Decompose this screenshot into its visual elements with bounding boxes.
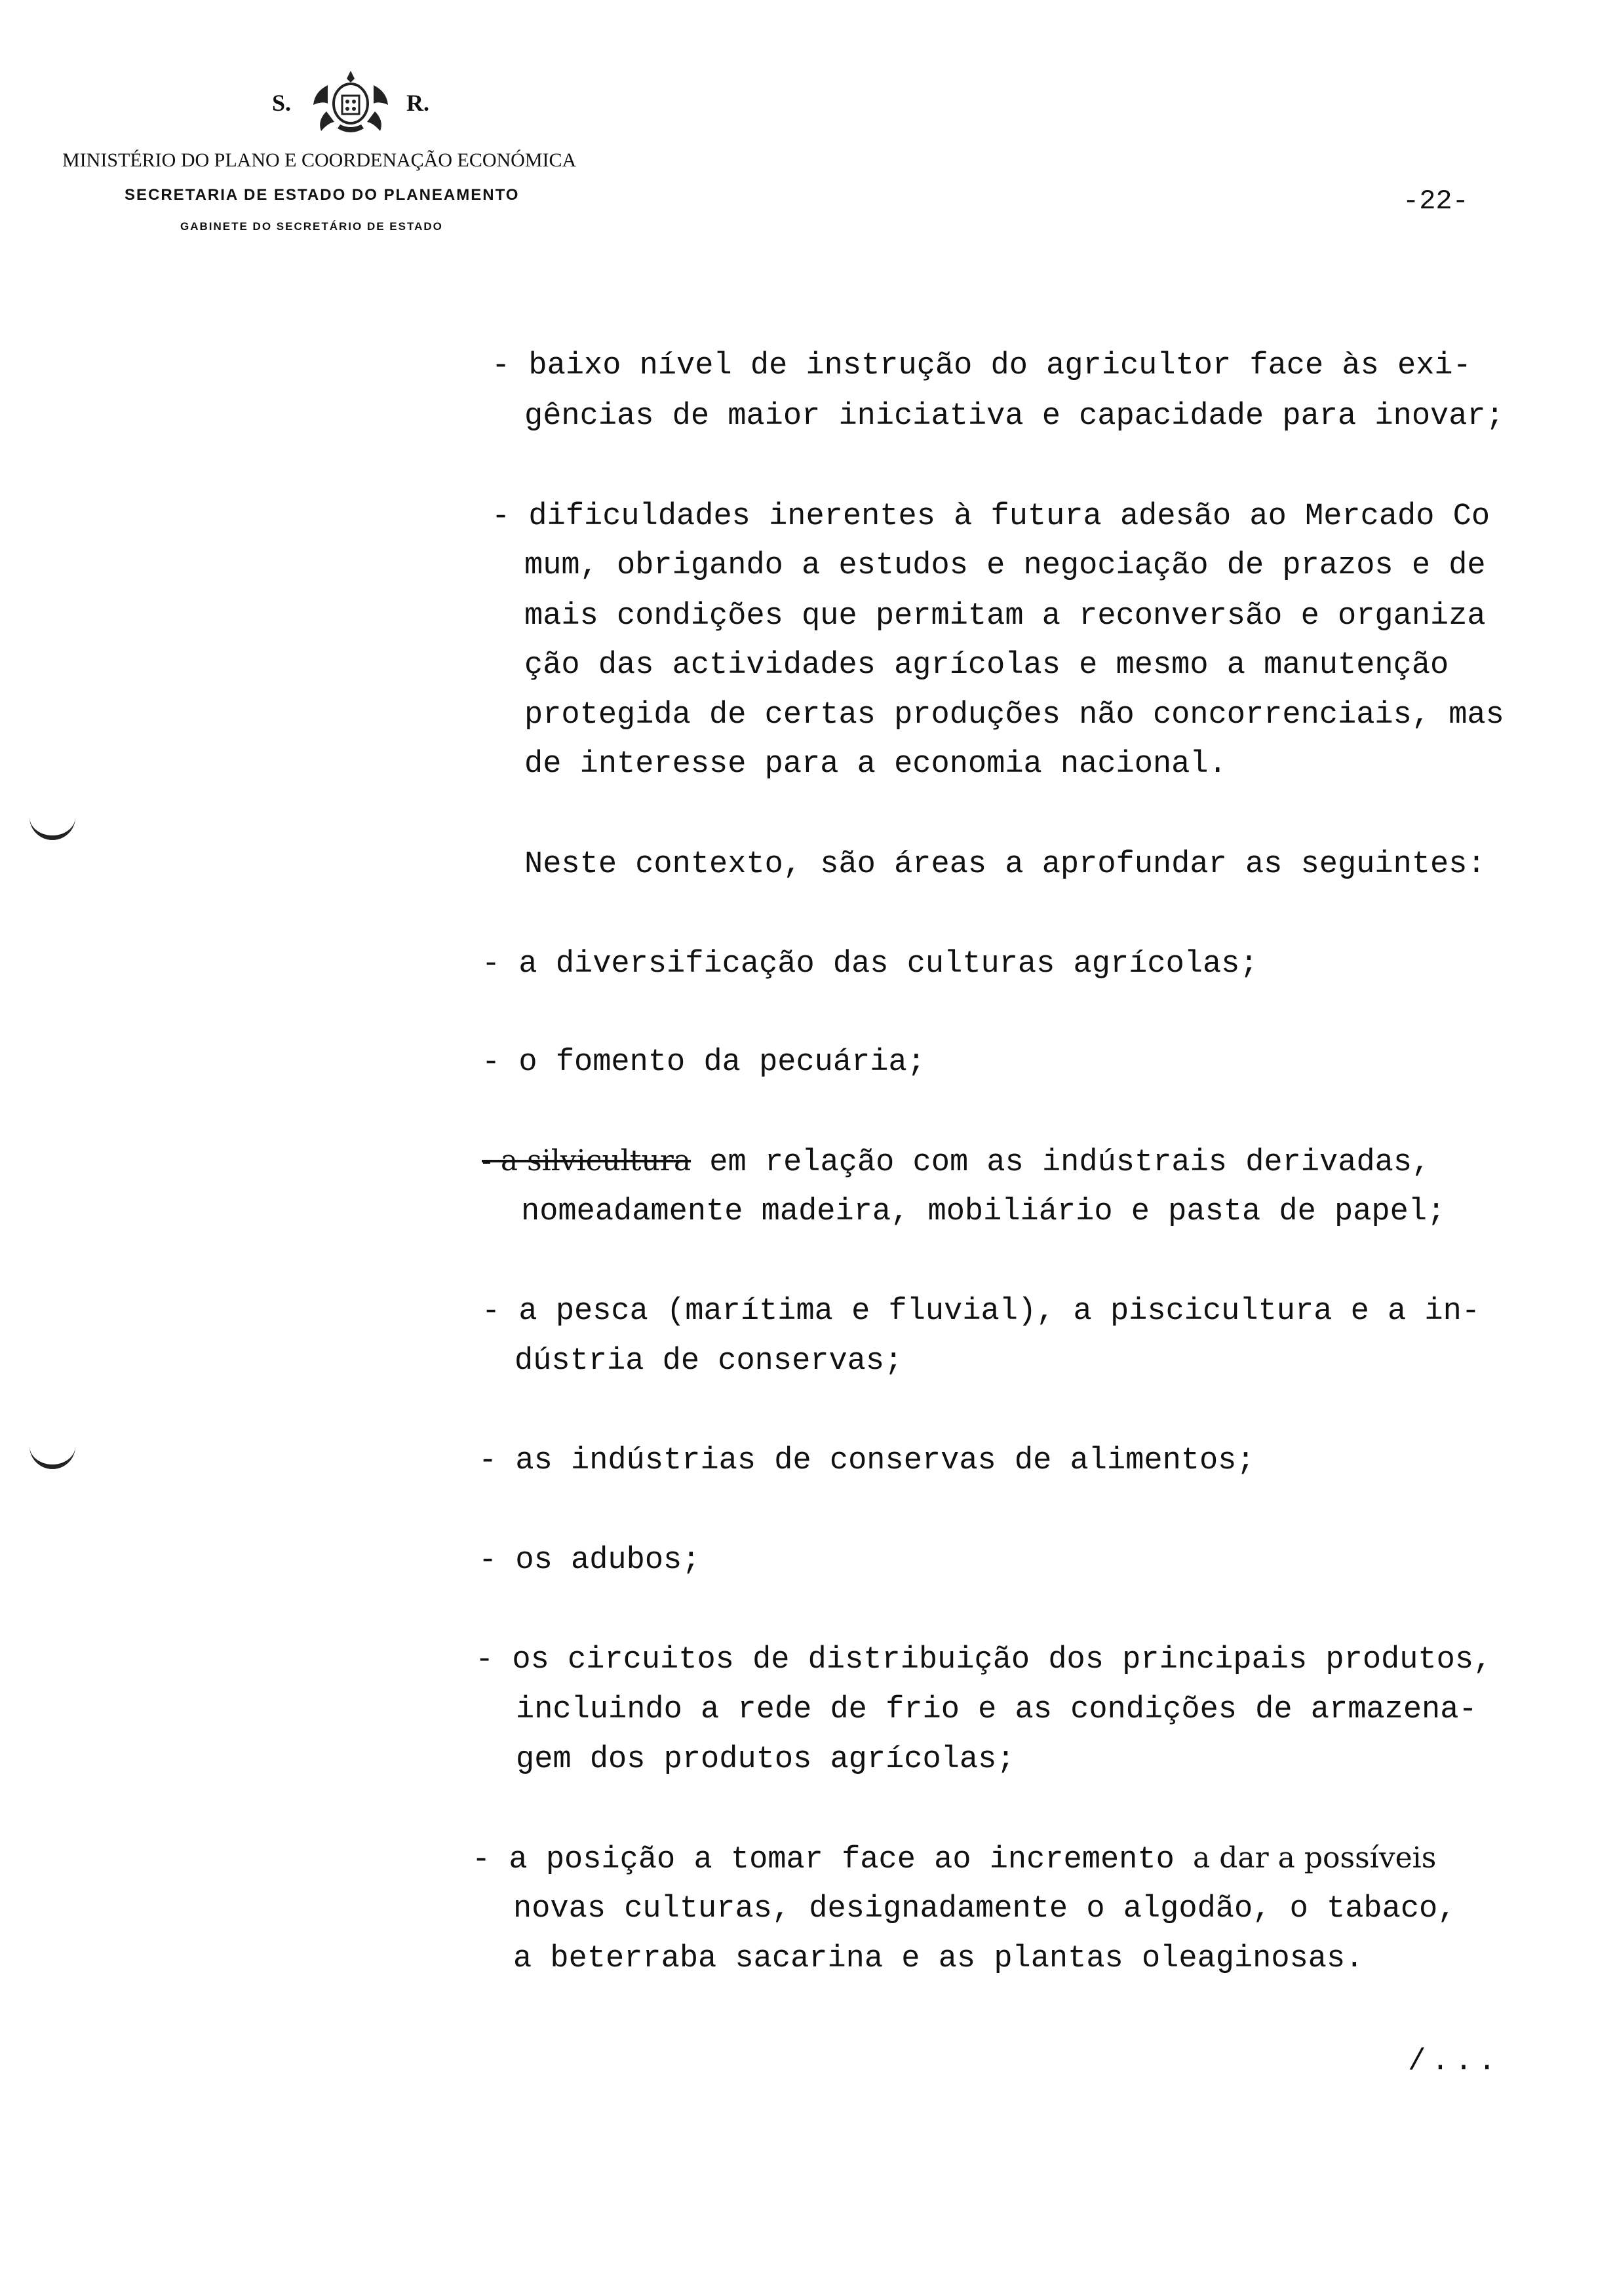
list-item-line: - o fomento da pecuária;	[482, 1045, 925, 1080]
list-item-line: - a pesca (marítima e fluvial), a piscicultura e a in-	[482, 1294, 1481, 1329]
list-item-line: - baixo nível de instrução do agricultor face às exi-	[492, 349, 1471, 383]
list-item-line: - as indústrias de conservas de alimentos;	[478, 1444, 1255, 1478]
list-item-line: gências de maior iniciativa e capacidade para inovar;	[524, 399, 1504, 434]
list-item-line: gem dos produtos agrícolas;	[516, 1742, 1015, 1777]
list-item-line: - dificuldades inerentes à futura adesão ao Mercado Co	[492, 499, 1490, 534]
list-item-line: - os circuitos de distribuição dos principais produtos,	[475, 1643, 1492, 1677]
letterhead-initial-r: R.	[406, 90, 429, 116]
list-item-text: em relação com as indústrais derivadas,	[691, 1145, 1431, 1180]
list-item-line: a beterraba sacarina e as plantas oleaginosas.	[513, 1942, 1364, 1976]
list-item-line: protegida de certas produções não concorrenciais, mas	[524, 698, 1504, 733]
list-item-line: - os adubos;	[478, 1543, 701, 1578]
struck-text: - a silvicultura	[482, 1144, 691, 1177]
list-item-line: dústria de conservas;	[515, 1344, 903, 1379]
punch-hole-mark	[29, 1438, 75, 1469]
list-item-line	[472, 1841, 1437, 1877]
list-item-line: ção das actividades agrícolas e mesmo a manutenção	[524, 648, 1449, 683]
continuation-mark: /...	[1408, 2044, 1502, 2078]
list-item-line: incluindo a rede de frio e as condições de armazena-	[516, 1693, 1477, 1727]
list-item-line: de interesse para a economia nacional.	[524, 747, 1227, 782]
list-item-line: mum, obrigando a estudos e negociação de prazos e de	[524, 548, 1486, 583]
coat-of-arms-icon	[308, 66, 393, 138]
list-item-text: - a posição a tomar face ao incremento	[472, 1843, 1193, 1877]
page-number: -22-	[1403, 185, 1469, 217]
letterhead-initial-s: S.	[272, 90, 292, 116]
paragraph-line: Neste contexto, são áreas a aprofundar as seguintes:	[524, 847, 1486, 882]
secretaria-name: SECRETARIA DE ESTADO DO PLANEAMENTO	[125, 186, 520, 204]
ministry-name: MINISTÉRIO DO PLANO E COORDENAÇÃO ECONÓMICA	[62, 149, 577, 171]
list-item-line: nomeadamente madeira, mobiliário e pasta de papel;	[521, 1195, 1446, 1229]
gabinete-name: GABINETE DO SECRETÁRIO DE ESTADO	[180, 220, 443, 233]
inserted-text: a dar a possíveis	[1192, 1841, 1437, 1875]
list-item-line: - a diversificação das culturas agrícolas;	[482, 947, 1258, 982]
list-item-line	[482, 1144, 1431, 1180]
list-item-line: novas culturas, designadamente o algodão, o tabaco,	[513, 1892, 1456, 1926]
punch-hole-mark	[29, 809, 75, 840]
list-item-line: mais condições que permitam a reconversão e organiza	[524, 599, 1486, 634]
